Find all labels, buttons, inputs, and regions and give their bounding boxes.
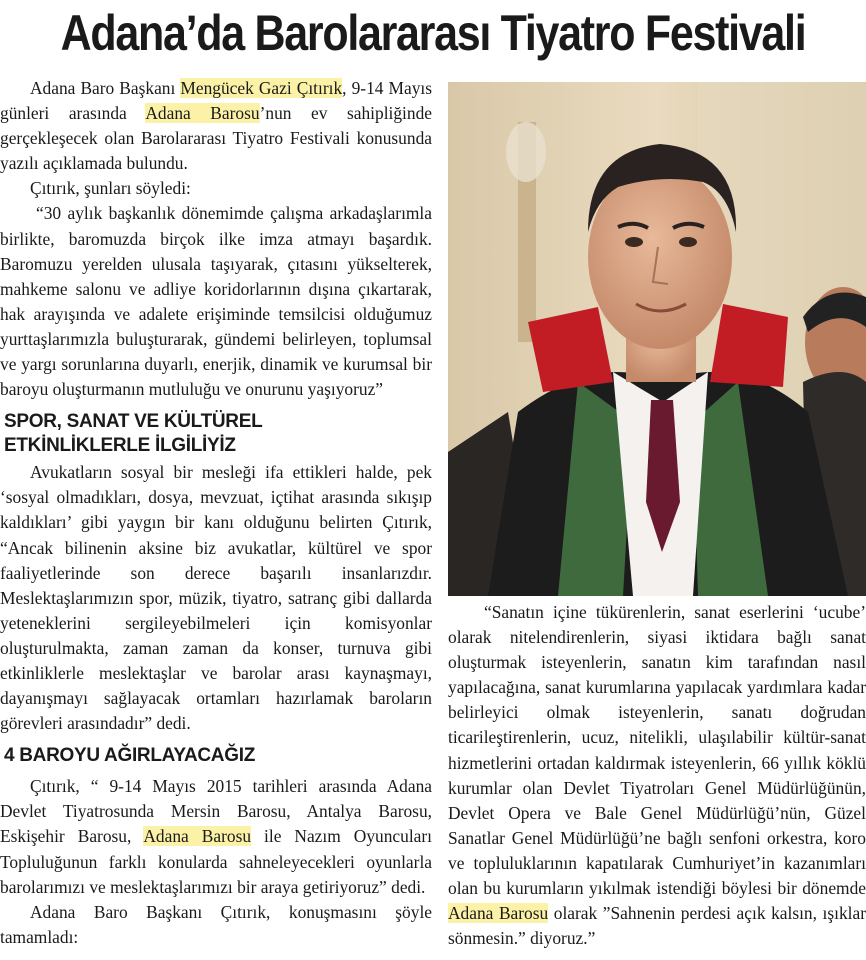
- paragraph-festival: [0, 774, 432, 899]
- subheading-line: SPOR, SANAT VE KÜLTÜREL: [4, 411, 263, 433]
- paragraph-said: Çıtırık, şunları söyledi:: [30, 178, 191, 199]
- text: , 9-14 Mayıs günleri arasında: [0, 78, 432, 124]
- paragraph-avukatlar: Avukatların sosyal bir mesleği ifa ettikleri halde, pek ‘sosyal olmadıkları, dosya, mevzuat, içtihat arasında sıkışıp kaldıkları’ gibi yaygın bir kanı olduğunu belirten Çıtırık, “Ancak bilinenin aksine biz avukatlar, kültürel ve spor faaliyetlerinde son derece başarılı insanlarızdır. Meslektaşlarımızın spor, müzik, tiyatro, satranç gibi dallarda yeteneklerini sergileyebilmeleri için komisyonlar oluşturulmakta, zaman zaman da konser, turnuva gibi etkinliklerle meslektaşlar ve barolar arası kaynaşmayı, dayanışmayı sağlayacak ortamları hazırlamak baroların görevleri arasındadır” dedi.: [0, 462, 432, 734]
- text: ’nun ev sahipliğinde gerçekleşecek olan Barolararası Tiyatro Festivali konusunda yazılı açıklamada bulundu.: [0, 103, 432, 174]
- paragraph-closing-intro: Adana Baro Başkanı Çıtırık, konuşmasını şöyle tamamladı:: [0, 901, 432, 947]
- text: Adana Baro Başkanı: [30, 78, 181, 98]
- subheading-spor: [4, 410, 432, 458]
- highlight-adana-barosu: Adana Barosu: [145, 103, 260, 124]
- highlight-adana-barosu: Adana Barosu: [143, 826, 252, 847]
- right-column: [448, 596, 866, 951]
- text: ile Nazım Oyuncuları Topluluğunun farklı konularda sahneleyecekleri oyunlarla barolarımızı ve meslektaşlarımızı bir araya getiriyoruz” dedi.: [0, 826, 432, 897]
- highlight-adana-barosu: Adana Barosu: [448, 903, 549, 924]
- portrait-illustration: [448, 82, 866, 596]
- left-column: [0, 76, 432, 950]
- paragraph-quote: “30 aylık başkanlık dönemimde çalışma arkadaşlarımla birlikte, baromuzda birçok ilke imza atmayı başardık. Baromuzu yerelden ulusala taşıyarak, çıtasını yükselterek, mahkeme salonu ve adliye koridorlarının dışına çıkartarak, hak arayışında ve adalete erişiminde temsilcisi olduğumuz yurttaşlarımızla buluşturarak, gündemi belirleyen, toplumsal ve yargı sorunlarına duyarlı, enerjik, dinamik ve kurumsal bir baroyu oluşturmanın mutluluğu ve onurunu yaşıyoruz”: [0, 203, 432, 400]
- subheading-baro: 4 BAROYU AĞIRLAYACAĞIZ: [4, 745, 255, 767]
- text: Çıtırık, “ 9-14 Mayıs 2015 tarihleri arasında Adana Devlet Tiyatrosunda Mersin Barosu, Antalya Barosu, Eskişehir Barosu,: [0, 776, 432, 847]
- highlight-name: Mengücek Gazi Çıtırık: [180, 78, 343, 98]
- subheading-line: ETKİNLİKLERLE İLGİLİYİZ: [4, 435, 236, 457]
- paragraph-sanat: [448, 600, 866, 951]
- paragraph-intro: [0, 76, 432, 176]
- text: olarak ”Sahnenin perdesi açık kalsın, ışıklar sönmesin.” diyoruz.”: [448, 903, 866, 949]
- portrait-photo: [448, 82, 866, 596]
- text: “Sanatın içine tükürenlerin, sanat eserlerini ‘ucube’ olarak nitelendirenlerin, siyasi iktidara bağlı sanat oluşturmak isteyenlerin, sanatın kim tarafından nasıl yapılacağına, sanat kurumlarına yapılacak yardımlara kadar belirleyici olmak isteyenlerin, sanatı doğrudan ticarileştirenlerin, ucuz, nitelikli, ulaşılabilir kültür-sanat hizmetlerini ortadan kaldırmak isteyenlerin, 66 yıllık köklü kurumlar olan Devlet Tiyatroları Genel Müdürlüğünün, Devlet Opera ve Bale Genel Müdürlüğü’nün, Güzel Sanatlar Genel Müdürlüğü’ne bağlı senfoni orkestra, koro ve topluluklarının kapatılarak Cumhuriyet’in kazanımları olan bu kurumların yıkılmak istendiği böylesi bir dönemde: [448, 602, 866, 899]
- headline: Adana’da Barolararası Tiyatro Festivali: [60, 5, 806, 61]
